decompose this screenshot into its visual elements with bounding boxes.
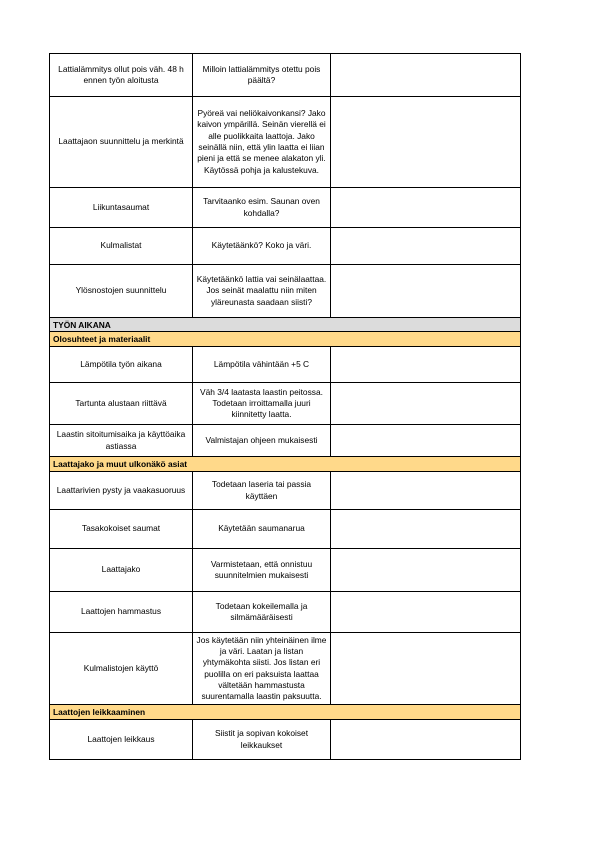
- checklist-table: [49, 53, 521, 760]
- note-cell: Siistit ja sopivan kokoiset leikkaukset: [193, 720, 331, 760]
- status-cell: [331, 265, 521, 318]
- task-cell: Laattajaon suunnittelu ja merkintä: [50, 97, 193, 188]
- status-cell: [331, 188, 521, 228]
- task-cell: Laattojen hammastus: [50, 592, 193, 633]
- task-cell: Liikuntasaumat: [50, 188, 193, 228]
- section-header: [50, 457, 521, 472]
- section-title: TYÖN AIKANA: [50, 318, 521, 332]
- section-title: Olosuhteet ja materiaalit: [50, 332, 521, 347]
- section-title: Laattojen leikkaaminen: [50, 705, 521, 720]
- table-row: [50, 720, 521, 760]
- note-cell: Todetaan kokeilemalla ja silmämääräisesti: [193, 592, 331, 633]
- status-cell: [331, 228, 521, 265]
- table-row: [50, 188, 521, 228]
- checklist-body: [50, 54, 521, 760]
- table-row: [50, 228, 521, 265]
- note-cell: Käytetäänkö? Koko ja väri.: [193, 228, 331, 265]
- note-cell: Milloin lattialämmitys otettu pois päältä?: [193, 54, 331, 97]
- table-row: [50, 97, 521, 188]
- table-row: [50, 383, 521, 425]
- status-cell: [331, 549, 521, 592]
- table-row: [50, 592, 521, 633]
- table-row: [50, 265, 521, 318]
- note-cell: Pyöreä vai neliökaivonkansi? Jako kaivon ympärillä. Seinän vierellä ei alle puolikkaita laattoja. Jako seinällä niin, että ylin laatta ei liian pieni ja että se menee alakaton yli. Käytössä pohja ja kalustekuva.: [193, 97, 331, 188]
- table-row: [50, 347, 521, 383]
- task-cell: Ylösnostojen suunnittelu: [50, 265, 193, 318]
- note-cell: Jos käytetään niin yhteinäinen ilme ja väri. Laatan ja listan yhtymäkohta siisti. Jos listan eri puolilla on eri paksuista laattaa vältetään hammastusta suurentamalla laastin paksuutta.: [193, 633, 331, 705]
- task-cell: Lattialämmitys ollut pois väh. 48 h ennen työn aloitusta: [50, 54, 193, 97]
- note-cell: Käytetäänkö lattia vai seinälaattaa. Jos seinät maalattu niin miten yläreunasta saadaan siisti?: [193, 265, 331, 318]
- task-cell: Lämpötila työn aikana: [50, 347, 193, 383]
- status-cell: [331, 592, 521, 633]
- status-cell: [331, 383, 521, 425]
- table-row: [50, 472, 521, 510]
- table-row: [50, 633, 521, 705]
- table-row: [50, 549, 521, 592]
- task-cell: Tartunta alustaan riittävä: [50, 383, 193, 425]
- table-row: [50, 425, 521, 457]
- status-cell: [331, 347, 521, 383]
- status-cell: [331, 97, 521, 188]
- section-header: [50, 705, 521, 720]
- status-cell: [331, 510, 521, 549]
- section-header: [50, 332, 521, 347]
- section-header: [50, 318, 521, 332]
- task-cell: Tasakokoiset saumat: [50, 510, 193, 549]
- table-row: [50, 510, 521, 549]
- task-cell: Kulmalistat: [50, 228, 193, 265]
- status-cell: [331, 720, 521, 760]
- status-cell: [331, 425, 521, 457]
- status-cell: [331, 472, 521, 510]
- task-cell: Laastin sitoitumisaika ja käyttöaika astiassa: [50, 425, 193, 457]
- note-cell: Väh 3/4 laatasta laastin peitossa. Todetaan irroittamalla juuri kiinnitetty laatta.: [193, 383, 331, 425]
- section-title: Laattajako ja muut ulkonäkö asiat: [50, 457, 521, 472]
- note-cell: Valmistajan ohjeen mukaisesti: [193, 425, 331, 457]
- task-cell: Laattajako: [50, 549, 193, 592]
- note-cell: Lämpötila vähintään +5 C: [193, 347, 331, 383]
- status-cell: [331, 54, 521, 97]
- note-cell: Todetaan laseria tai passia käyttäen: [193, 472, 331, 510]
- note-cell: Tarvitaanko esim. Saunan oven kohdalla?: [193, 188, 331, 228]
- task-cell: Laattarivien pysty ja vaakasuoruus: [50, 472, 193, 510]
- task-cell: Kulmalistojen käyttö: [50, 633, 193, 705]
- task-cell: Laattojen leikkaus: [50, 720, 193, 760]
- note-cell: Varmistetaan, että onnistuu suunnitelmien mukaisesti: [193, 549, 331, 592]
- table-row: [50, 54, 521, 97]
- status-cell: [331, 633, 521, 705]
- note-cell: Käytetään saumanarua: [193, 510, 331, 549]
